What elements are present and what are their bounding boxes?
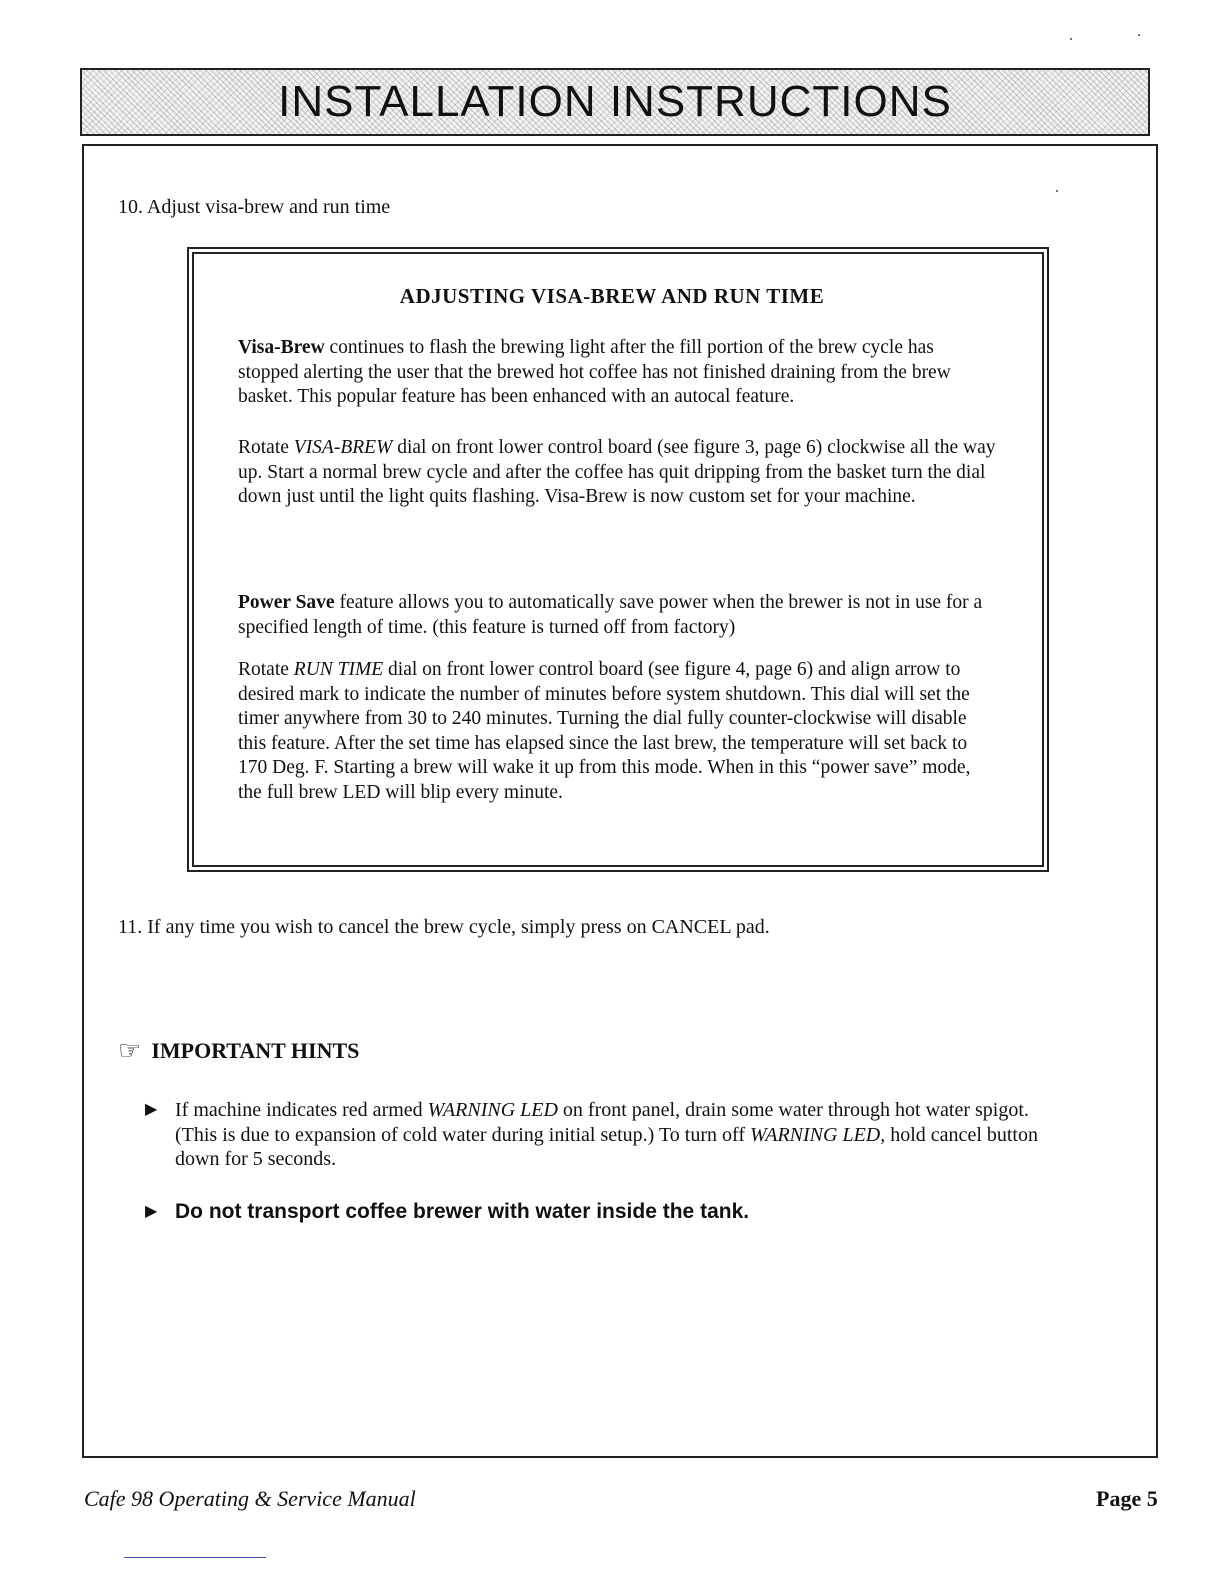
hint1-c: on front panel, drain some water through hot water spigot. (This is due to expansion of cold water during initial setup.) To turn off <box>175 1099 1029 1146</box>
visa-brew-dial: VISA-BREW <box>293 437 393 458</box>
step-10: 10. Adjust visa-brew and run time <box>118 196 391 218</box>
important-hints-heading <box>118 1036 359 1066</box>
scan-speck <box>1056 190 1058 192</box>
hint1-text <box>175 1098 1065 1172</box>
hint1-e: hold cancel button down for 5 seconds. <box>175 1123 1038 1170</box>
page-title: INSTALLATION INSTRUCTIONS <box>278 77 952 126</box>
hint1-a: If machine indicates red armed <box>175 1099 428 1121</box>
box-title: ADJUSTING VISA-BREW AND RUN TIME <box>399 284 825 308</box>
footer-page-number: Page 5 <box>1096 1486 1158 1511</box>
visa-brew-text: continues to flash the brewing light after the fill portion of the brew cycle has stopped alerting the user that the brewed hot coffee has not finished draining from the brew basket. This popular feature has been enhanced with an autocal feature. <box>238 337 951 407</box>
hint1-d: WARNING LED, <box>749 1123 886 1146</box>
visa-brew-term: Visa-Brew <box>238 337 325 358</box>
scan-speck <box>1138 34 1140 36</box>
header-banner <box>80 68 1150 136</box>
bullet-arrow-icon: ▶ <box>145 1203 158 1220</box>
hint2-text: Do not transport coffee brewer with water inside the tank. <box>175 1200 750 1223</box>
hint-transport <box>145 1200 749 1225</box>
hints-heading-text: IMPORTANT HINTS <box>151 1038 360 1063</box>
footer-rule <box>124 1557 266 1558</box>
pointing-hand-icon: ☞ <box>118 1036 142 1065</box>
bullet-arrow-icon: ▶ <box>145 1101 158 1118</box>
power-save-term: Power Save <box>238 592 335 613</box>
run-time-dial: RUN TIME <box>293 659 384 680</box>
scan-speck <box>1070 38 1072 40</box>
rotate1-pre: Rotate <box>238 437 294 458</box>
step-11: 11. If any time you wish to cancel the brew cycle, simply press on CANCEL pad. <box>118 916 770 938</box>
rotate1-text: dial on front lower control board (see figure 3, page 6) clockwise all the way up. Start a normal brew cycle and after the coffee has quit dripping from the basket turn the dial down just until the light quits flashing. Visa-Brew is now custom set for your machine. <box>238 437 996 507</box>
power-save-paragraph <box>238 591 998 640</box>
power-save-text: feature allows you to automatically save power when the brewer is not in use for a specified length of time. (this feature is turned off from factory) <box>238 592 983 638</box>
visa-brew-paragraph <box>238 336 998 410</box>
footer-manual-title: Cafe 98 Operating & Service Manual <box>84 1486 416 1511</box>
hint-warning-led <box>145 1098 1065 1172</box>
rotate2-text: dial on front lower control board (see figure 4, page 6) and align arrow to desired mark to indicate the number of minutes before system shutdown. This dial will set the timer anywhere from 30 to 240 minutes. Turning the dial fully counter-clockwise will disable this feature. After the set time has elapsed since the last brew, the temperature will set back to 170 Deg. F. Starting a brew will wake it up from this mode. When in this “power save” mode, the full brew LED will blip every minute. <box>238 659 971 803</box>
rotate-visa-brew-paragraph <box>238 436 998 510</box>
rotate-run-time-paragraph <box>238 658 998 805</box>
rotate2-pre: Rotate <box>238 659 294 680</box>
hint1-b: WARNING LED <box>427 1099 558 1121</box>
